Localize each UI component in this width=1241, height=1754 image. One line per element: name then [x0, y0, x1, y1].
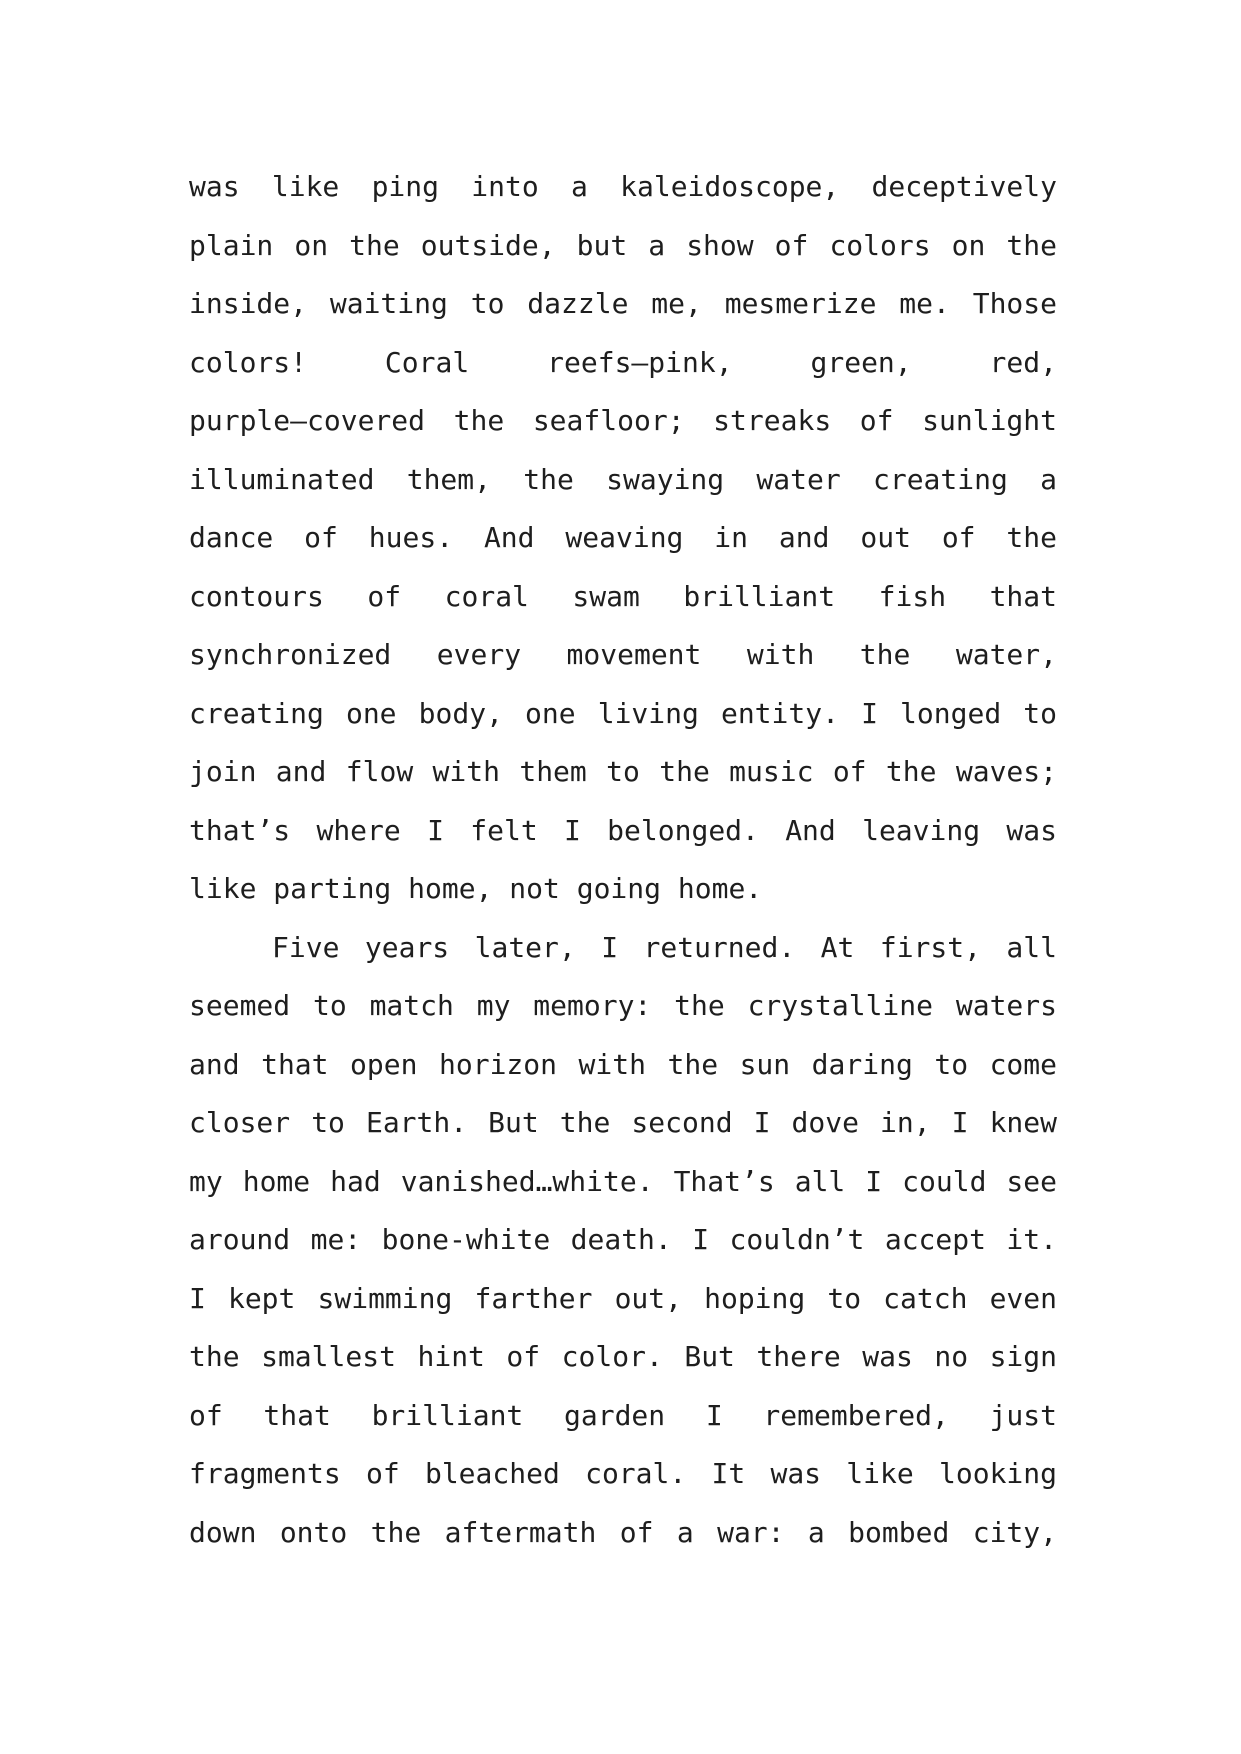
- text-line: colors! Coral reefs—pink, green, red,: [189, 345, 1057, 379]
- text-line: dance of hues. And weaving in and out of the: [189, 521, 1057, 554]
- text-line: around me: bone-white death. I couldn’t accept it.: [189, 1223, 1057, 1256]
- text-line: purple—covered the seafloor; streaks of sunlight: [189, 404, 1057, 437]
- text-line: my home had vanished…white. That’s all I could see: [189, 1164, 1057, 1198]
- text-line: down onto the aftermath of a war: a bombed city,: [189, 1515, 1057, 1549]
- text-line: was like ping into a kaleidoscope, deceptively: [189, 170, 1057, 203]
- text-line: like parting home, not going home.: [189, 872, 763, 905]
- text-line: and that open horizon with the sun daring to come: [189, 1047, 1057, 1081]
- text-line: that’s where I felt I belonged. And leaving was: [189, 813, 1057, 847]
- body-text: [189, 158, 1057, 1562]
- text-line: plain on the outside, but a show of colors on the: [189, 228, 1057, 262]
- text-line: I kept swimming farther out, hoping to catch even: [189, 1281, 1057, 1315]
- text-line: creating one body, one living entity. I longed to: [189, 696, 1057, 730]
- text-line: inside, waiting to dazzle me, mesmerize me. Those: [189, 287, 1057, 320]
- text-line: illuminated them, the swaying water creating a: [189, 462, 1057, 496]
- text-line: contours of coral swam brilliant fish that: [189, 579, 1057, 613]
- text-line: seemed to match my memory: the crystalline waters: [189, 989, 1057, 1022]
- text-line: join and flow with them to the music of the waves;: [189, 755, 1057, 788]
- text-line: of that brilliant garden I remembered, just: [189, 1398, 1057, 1432]
- text-line: fragments of bleached coral. It was like looking: [189, 1457, 1057, 1490]
- text-line: closer to Earth. But the second I dove in, I knew: [189, 1106, 1057, 1139]
- text-line: the smallest hint of color. But there was no sign: [189, 1340, 1057, 1373]
- text-line: Five years later, I returned. At first, all: [272, 930, 1057, 964]
- text-line: synchronized every movement with the water,: [189, 638, 1057, 671]
